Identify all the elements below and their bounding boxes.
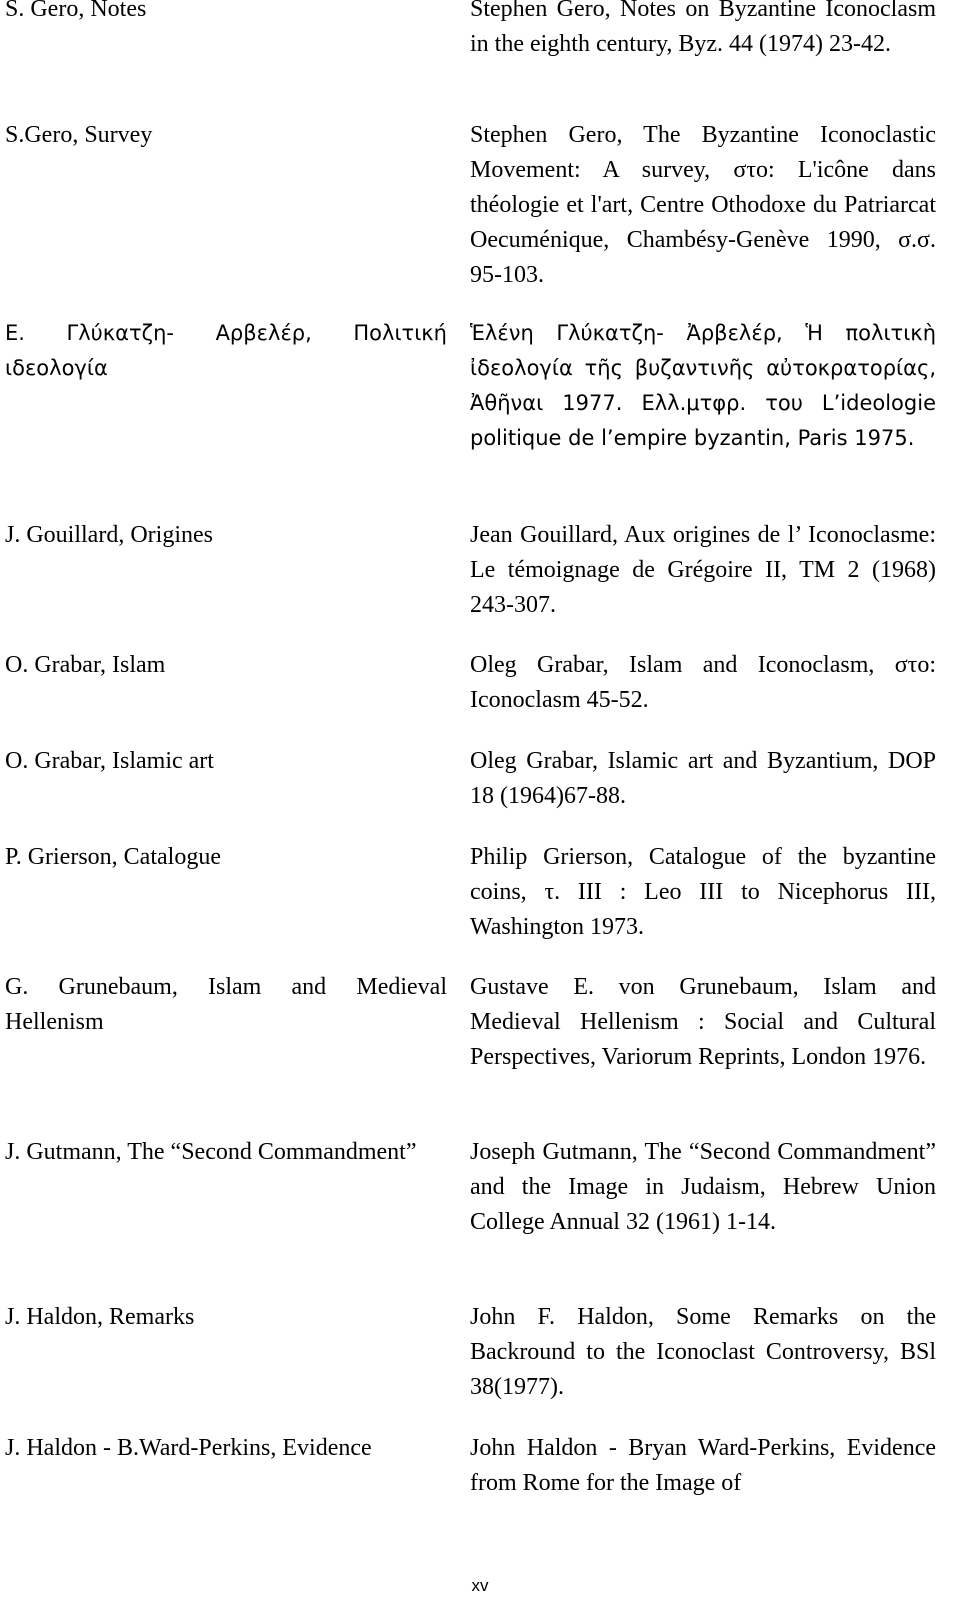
entry-abbreviation: G. Grunebaum, Islam and Medieval Hellenism	[5, 974, 447, 1035]
entry-citation: Stephen Gero, The Byzantine Iconoclastic Movement: A survey, στο: L'icône dans théologie et l'art, Centre Othodoxe du Patriarcat Oecuménique, Chambésy-Genève 1990, σ.σ. 95-103.	[470, 122, 936, 288]
entry-citation: Gustave E. von Grunebaum, Islam and Medieval Hellenism : Social and Cultural Perspectives, Variorum Reprints, London 1976.	[470, 974, 936, 1070]
entry-abbreviation: J. Haldon, Remarks	[5, 1304, 195, 1330]
entry-citation: Ἑλένη Γλύκατζη- Ἀρβελέρ, Ἡ πολιτικὴ ἰδεολογία τῆς βυζαντινῆς αὐτοκρατορίας, Ἀθῆναι 1977. Ελλ.μτφρ. του L’ideologie politique de l’empire byzantin, Paris 1975.	[470, 321, 936, 450]
page-number: xv	[471, 1576, 489, 1595]
entry-citation: John F. Haldon, Some Remarks on the Backround to the Iconoclast Controversy, BSl 38(1977).	[470, 1304, 936, 1400]
entry-abbreviation: Ε. Γλύκατζη- Αρβελέρ, Πολιτική ιδεολογία	[5, 321, 447, 380]
entry-citation: Oleg Grabar, Islam and Iconoclasm, στο: Iconoclasm 45-52.	[470, 652, 936, 713]
entry-abbreviation: S.Gero, Survey	[5, 122, 153, 148]
entry-abbreviation: S. Gero, Notes	[5, 0, 147, 22]
entry-abbreviation: O. Grabar, Islamic art	[5, 748, 214, 774]
entry-citation: Joseph Gutmann, The “Second Commandment” and the Image in Judaism, Hebrew Union College Annual 32 (1961) 1-14.	[470, 1139, 936, 1235]
entry-citation: Oleg Grabar, Islamic art and Byzantium, DOP 18 (1964)67-88.	[470, 748, 936, 809]
entry-abbreviation: O. Grabar, Islam	[5, 652, 166, 678]
entry-abbreviation: P. Grierson, Catalogue	[5, 844, 221, 870]
entry-abbreviation: J. Gouillard, Origines	[5, 522, 213, 548]
entry-citation: Stephen Gero, Notes on Byzantine Iconoclasm in the eighth century, Byz. 44 (1974) 23-42.	[470, 0, 936, 57]
entry-citation: Jean Gouillard, Aux origines de l’ Iconoclasme: Le témoignage de Grégoire II, TM 2 (1968) 243-307.	[470, 522, 936, 618]
entry-citation: John Haldon - Bryan Ward-Perkins, Evidence from Rome for the Image of	[470, 1435, 936, 1496]
entry-citation: Philip Grierson, Catalogue of the byzantine coins, τ. III : Leo III to Nicephorus III, Washington 1973.	[470, 844, 936, 940]
entry-abbreviation: J. Gutmann, The “Second Commandment”	[5, 1139, 417, 1165]
entry-abbreviation: J. Haldon - B.Ward-Perkins, Evidence	[5, 1435, 372, 1461]
